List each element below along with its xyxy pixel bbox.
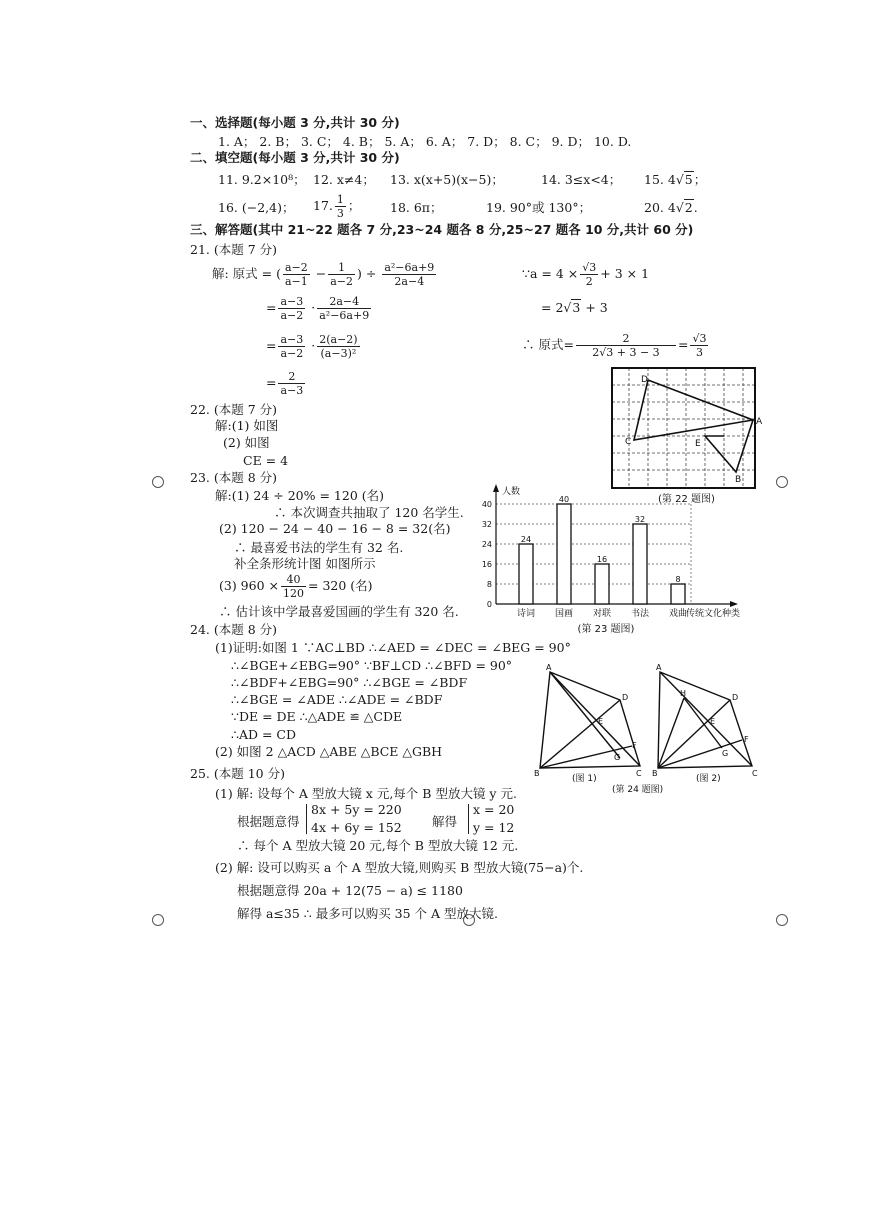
fig1-label-g: G xyxy=(614,753,621,762)
q22-line1: 解:(1) 如图 xyxy=(215,418,279,433)
category-label: 书法 xyxy=(630,609,650,619)
x-axis-arrow xyxy=(730,601,738,607)
fig2-label-g: G xyxy=(722,749,729,758)
section-1-answers: 1. A； 2. B； 3. C； 4. B； 5. A； 6. A； 7. D； 8. C； 9. D； 10. D. xyxy=(218,134,632,149)
fig1-label-a: A xyxy=(546,663,552,672)
q25-system-2 xyxy=(468,804,514,834)
punch-hole xyxy=(776,476,788,488)
fig2-label-f: F xyxy=(744,735,749,744)
q25-line1: (1) 解: 设每个 A 型放大镜 x 元,每个 B 型放大镜 y 元. xyxy=(215,786,517,801)
fig2-caption: (图 2) xyxy=(696,774,721,784)
bar-戏曲 xyxy=(671,584,685,604)
q23-line3: (2) 120 − 24 − 40 − 16 − 8 = 32(名) xyxy=(219,521,451,536)
q23-title: 23. (本题 8 分) xyxy=(190,470,278,485)
equation-2: 4x + 6y = 152 xyxy=(311,819,402,835)
bar-value-label: 16 xyxy=(596,555,608,564)
label-d: D xyxy=(641,375,648,385)
y-tick-label: 8 xyxy=(486,580,492,589)
bar-value-label: 8 xyxy=(675,575,681,584)
q22-caption: (第 22 题图) xyxy=(658,494,715,505)
q25-line5: 根据题意得 20a + 12(75 − a) ≤ 1180 xyxy=(237,883,463,898)
q25-solve-label: 解得 xyxy=(432,814,458,829)
q24-caption: (第 24 题图) xyxy=(612,785,664,795)
q21-line4: = $\frac{2}{a-3}$ xyxy=(266,370,304,397)
bar-对联 xyxy=(595,564,609,604)
q24-line6: ∴AD = CD xyxy=(231,727,297,742)
q25-title: 25. (本题 10 分) xyxy=(190,766,285,781)
fig2-label-c: C xyxy=(752,769,758,778)
y-axis-arrow xyxy=(493,484,499,492)
bar-书法 xyxy=(633,524,647,604)
fig2-label-b: B xyxy=(652,769,658,778)
q23-line2: ∴ 本次调查共抽取了 120 名学生. xyxy=(274,505,464,520)
label-a: A xyxy=(756,417,763,427)
section-3-heading: 三、解答题(其中 21~22 题各 7 分,23~24 题各 8 分,25~27 题各 10 分,共计 60 分) xyxy=(190,222,694,237)
q21-right-line2: = 2√3 + 3 xyxy=(541,300,608,315)
q21-right-line3: ∴ 原式= $\frac{2}{2√3 + 3 - 3}$ = $\frac{√3}{3}$ xyxy=(522,332,707,359)
category-label: 诗词 xyxy=(516,609,536,619)
q22-title: 22. (本题 7 分) xyxy=(190,402,278,417)
category-label: 对联 xyxy=(592,609,612,619)
q21-right-line1: ∵a = 4 × $\frac{√3}{2}$ + 3 × 1 xyxy=(522,261,650,288)
y-axis-label: 人数 xyxy=(502,487,521,497)
y-tick-label: 16 xyxy=(481,560,492,569)
equation-1: 8x + 5y = 220 xyxy=(311,802,402,817)
y-tick-label: 0 xyxy=(486,600,492,609)
q24-line5: ∵DE = DE ∴△ADE ≌ △CDE xyxy=(231,709,403,724)
fig1-label-c: C xyxy=(636,769,642,778)
q24-line3: ∴∠BDF+∠EBG=90° ∴∠BGE = ∠BDF xyxy=(231,675,468,690)
q23-line7: ∴ 估计该中学最喜爱国画的学生有 320 名. xyxy=(219,604,459,619)
answer-16: 16. (−2,4)； xyxy=(218,200,295,215)
punch-hole xyxy=(152,914,164,926)
y-tick-label: 32 xyxy=(481,520,492,529)
x-axis-label: 传统文化种类 xyxy=(686,609,741,619)
q23-line6: (3) 960 × $\frac{40}{120}$ = 320 (名) xyxy=(219,573,373,600)
bar-诗词 xyxy=(519,544,533,604)
q23-line1: 解:(1) 24 ÷ 20% = 120 (名) xyxy=(215,488,385,503)
y-tick-label: 24 xyxy=(481,540,492,549)
q22-line2: (2) 如图 xyxy=(223,435,270,450)
q25-line6: 解得 a≤35 ∴ 最多可以购买 35 个 A 型放大镜. xyxy=(237,906,499,921)
q24-title: 24. (本题 8 分) xyxy=(190,622,278,637)
solution-y: y = 12 xyxy=(473,819,515,835)
section-2-heading: 二、填空题(每小题 3 分,共计 30 分) xyxy=(190,150,400,165)
category-label: 戏曲 xyxy=(668,609,688,619)
q21-line2: = $\frac{a-3}{a-2}$ · $\frac{2a-4}{\text{a²−6a+9}}$ xyxy=(266,295,370,322)
fig1-label-e: E xyxy=(598,717,604,726)
q22-line3: CE = 4 xyxy=(243,453,289,468)
punch-hole xyxy=(776,914,788,926)
answer-13: 13. x(x+5)(x−5)； xyxy=(390,172,504,187)
category-label: 国画 xyxy=(554,609,574,619)
fig2-label-e: E xyxy=(710,717,716,726)
answer-11: 11. 9.2×10⁸； xyxy=(218,172,306,187)
fig1-label-f: F xyxy=(632,741,637,750)
section-1-heading: 一、选择题(每小题 3 分,共计 30 分) xyxy=(190,115,400,130)
q21-line1: 解: 原式 = ( $\frac{a-2}{a-1}$ − $\frac{1}{a-2}$ ) ÷ $\frac{\text{a²−6a+9}}{2a-4}$ xyxy=(212,261,435,288)
answer-15: 15. 4√5； xyxy=(644,172,707,187)
punch-hole xyxy=(152,476,164,488)
answer-14: 14. 3≤x<4； xyxy=(541,172,622,187)
fig2-label-h: H xyxy=(680,689,687,698)
bar-value-label: 40 xyxy=(558,495,570,504)
answer-12: 12. x≠4； xyxy=(313,172,375,187)
fig2-label-d: D xyxy=(732,693,739,702)
q23-line5: 补全条形统计图 如图所示 xyxy=(234,556,376,571)
q23-line4: ∴ 最喜爱书法的学生有 32 名. xyxy=(234,540,404,555)
y-tick-label: 40 xyxy=(481,500,492,509)
q24-figures xyxy=(532,660,772,796)
q24-line4: ∴∠BGE = ∠ADE ∴∠ADE = ∠BDF xyxy=(231,692,443,707)
q24-line7: (2) 如图 2 △ACD △ABE △BCE △GBH xyxy=(215,744,443,759)
q24-line2: ∴∠BGE+∠EBG=90° ∵BF⊥CD ∴∠BFD = 90° xyxy=(231,658,513,673)
bar-国画 xyxy=(557,504,571,604)
answer-19: 19. 90°或 130°； xyxy=(486,200,592,215)
q21-line3: = $\frac{a-3}{a-2}$ · $\frac{2(a-2)}{\text{(a−3)²}}$ xyxy=(266,333,358,360)
q24-line1: (1)证明:如图 1 ∵AC⊥BD ∴∠AED = ∠DEC = ∠BEG = 90° xyxy=(215,640,571,655)
q25-line2-label: 根据题意得 xyxy=(237,814,300,829)
q21-title: 21. (本题 7 分) xyxy=(190,242,278,257)
label-c: C xyxy=(625,437,632,447)
answer-17: 17. $\frac{1}{3}$ ； xyxy=(313,193,361,220)
label-e: E xyxy=(695,439,701,449)
q25-line4: (2) 解: 设可以购买 a 个 A 型放大镜,则购买 B 型放大镜(75−a)个. xyxy=(215,860,584,875)
fig2-label-a: A xyxy=(656,663,662,672)
answer-20: 20. 4√2. xyxy=(644,200,698,215)
bar-value-label: 24 xyxy=(520,535,532,544)
q23-bar-chart xyxy=(474,484,774,644)
label-b: B xyxy=(735,475,742,485)
fig1-label-b: B xyxy=(534,769,540,778)
q25-system-1 xyxy=(306,804,402,834)
answer-18: 18. 6π； xyxy=(390,200,443,215)
fig1-label-d: D xyxy=(622,693,629,702)
chart-caption: (第 23 题图) xyxy=(577,624,635,635)
solution-x: x = 20 xyxy=(473,802,515,817)
fig1-caption: (图 1) xyxy=(572,774,597,784)
bar-value-label: 32 xyxy=(634,515,646,524)
q25-line3: ∴ 每个 A 型放大镜 20 元,每个 B 型放大镜 12 元. xyxy=(237,838,519,853)
